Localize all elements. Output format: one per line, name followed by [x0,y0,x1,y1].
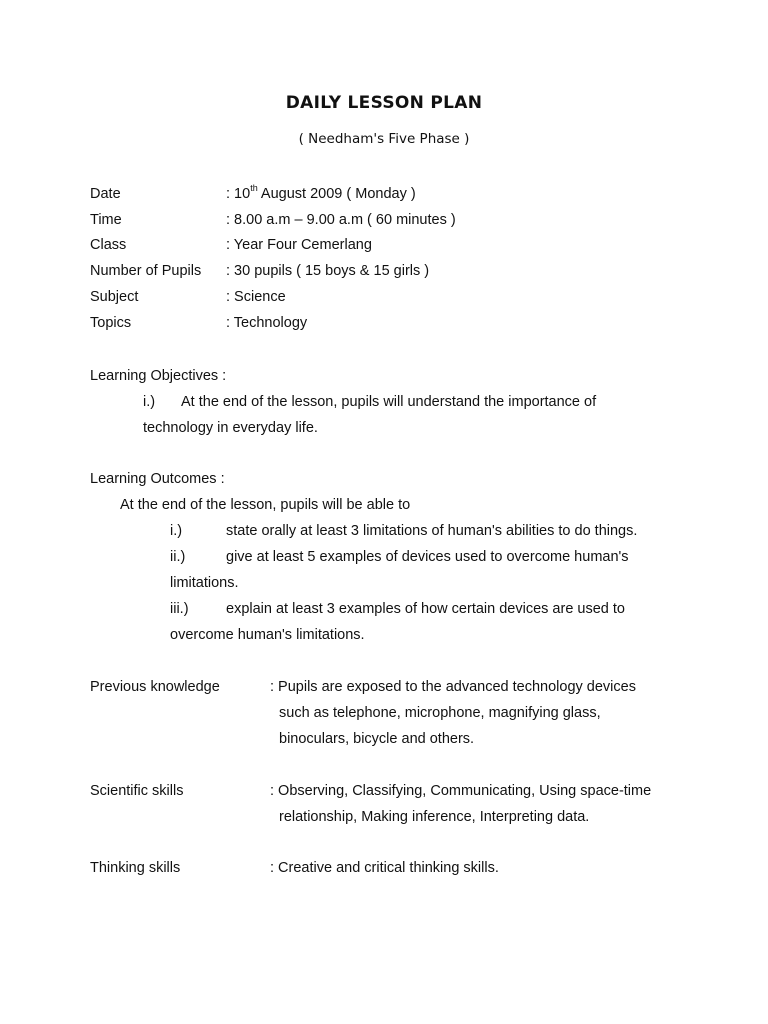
outcome-marker: ii.) [170,549,186,565]
time-value: : 8.00 a.m – 9.00 a.m ( 60 minutes ) [226,212,456,228]
subject-value: : Science [226,289,286,305]
outcome-line: explain at least 3 examples of how certain devices are used to [226,601,625,617]
thinking-skills-line: : Creative and critical thinking skills. [270,860,499,876]
class-label: Class [90,237,127,253]
date-value [226,185,416,203]
outcome-line: limitations. [170,575,239,591]
outcome-line: overcome human's limitations. [170,627,365,643]
pupils-value: : 30 pupils ( 15 boys & 15 girls ) [226,263,430,279]
objective-line: At the end of the lesson, pupils will understand the importance of [181,394,597,410]
subject-label: Subject [90,289,139,305]
outcome-marker: i.) [170,523,183,539]
objectives-heading: Learning Objectives : [90,368,227,384]
thinking-skills-label: Thinking skills [90,860,181,876]
outcomes-intro: At the end of the lesson, pupils will be able to [120,497,411,513]
previous-knowledge-line: : Pupils are exposed to the advanced technology devices [270,679,636,695]
outcome-marker: iii.) [170,601,189,617]
scientific-skills-label: Scientific skills [90,783,184,799]
outcomes-heading: Learning Outcomes : [90,471,225,487]
class-value: : Year Four Cemerlang [226,237,372,253]
date-label: Date [90,186,121,202]
page-subtitle: ( Needham's Five Phase ) [298,131,470,147]
previous-knowledge-line: binoculars, bicycle and others. [279,731,475,747]
previous-knowledge-label: Previous knowledge [90,679,220,695]
objective-line: technology in everyday life. [143,420,318,436]
topics-label: Topics [90,315,132,331]
date-value-sup: th [250,183,258,194]
outcome-line: give at least 5 examples of devices used to overcome human's [226,549,629,565]
date-value-prefix: : 10 [226,186,251,202]
pupils-label: Number of Pupils [90,263,202,279]
scientific-skills-line: relationship, Making inference, Interpreting data. [279,809,590,825]
objective-marker: i.) [143,394,156,410]
date-value-suffix: August 2009 ( Monday ) [257,186,416,202]
previous-knowledge-line: such as telephone, microphone, magnifying glass, [279,705,601,721]
topics-value: : Technology [226,315,308,331]
time-label: Time [90,212,122,228]
scientific-skills-line: : Observing, Classifying, Communicating, Using space-time [270,783,652,799]
page-title: DAILY LESSON PLAN [285,93,483,113]
outcome-line: state orally at least 3 limitations of human's abilities to do things. [226,523,638,539]
